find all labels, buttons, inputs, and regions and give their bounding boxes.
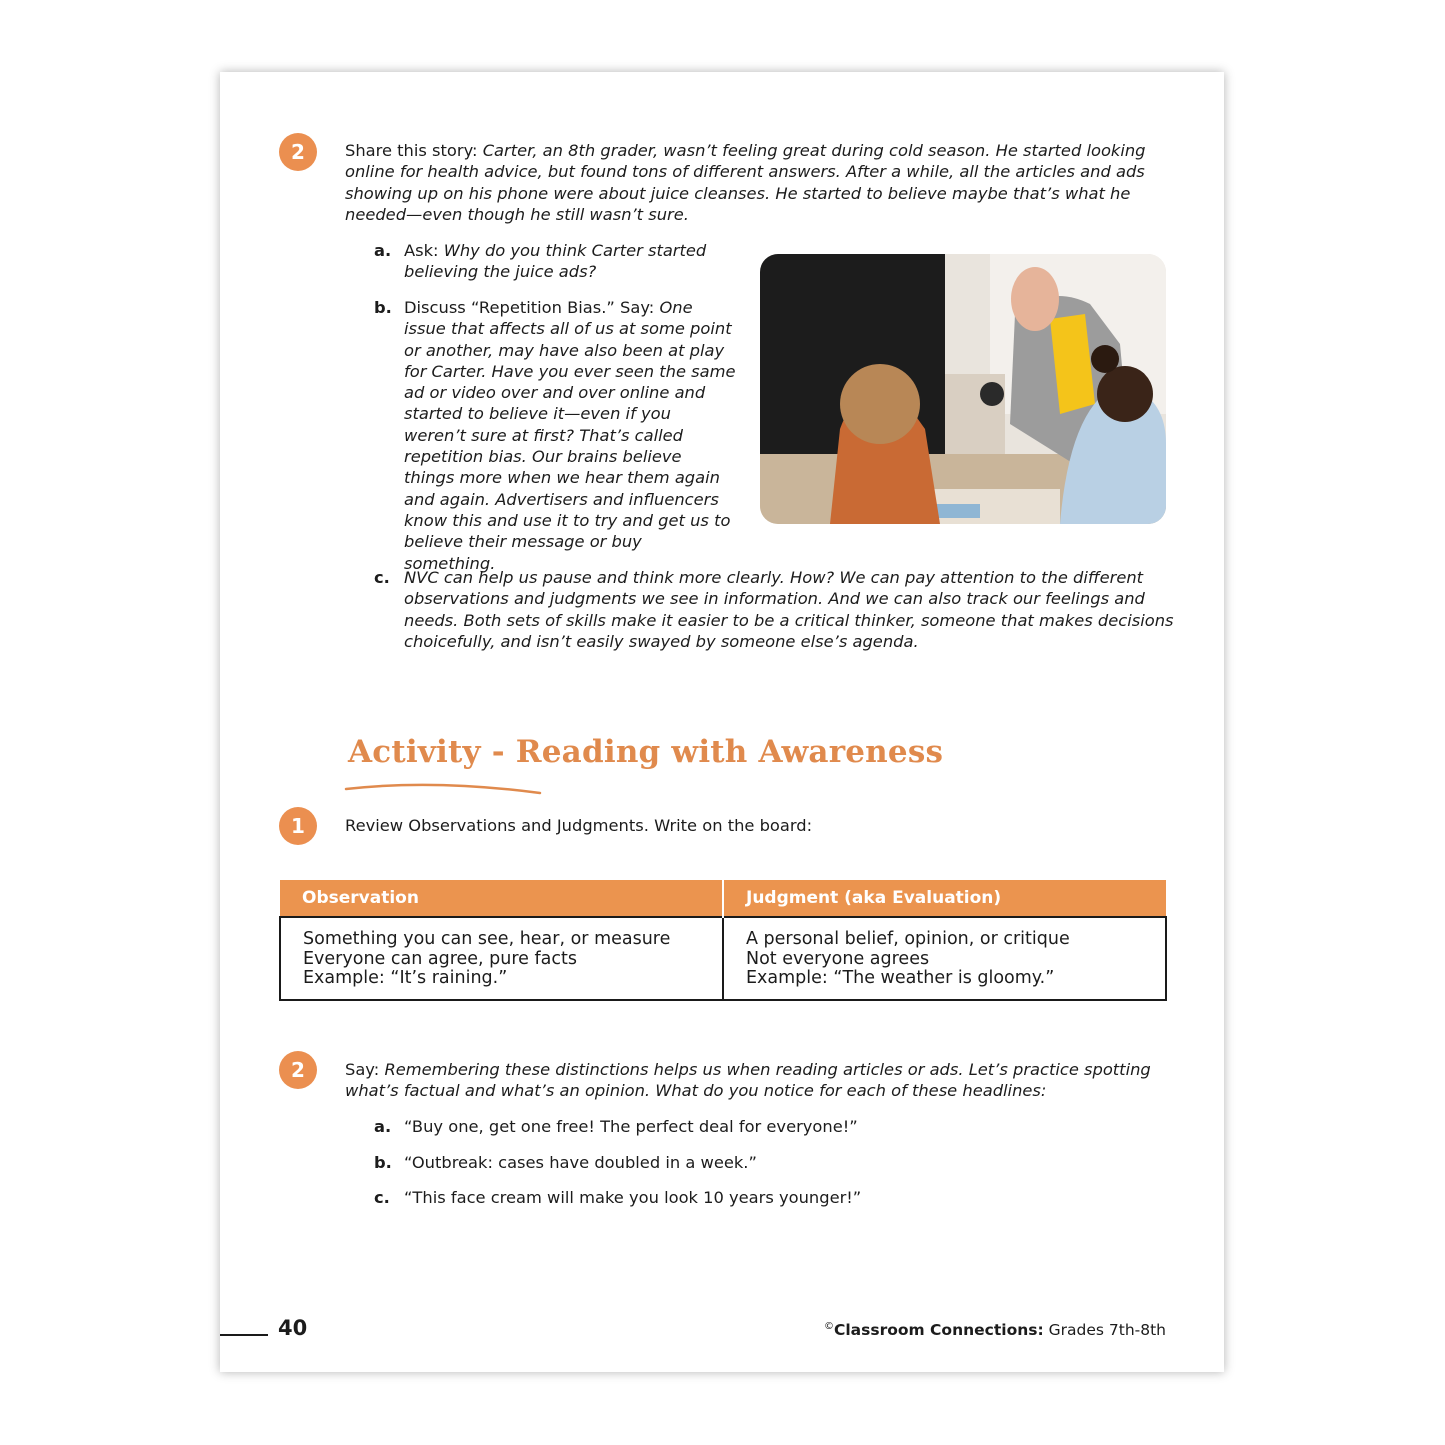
copyright-mark: © [823, 1321, 834, 1332]
grade-range: Grades 7th-8th [1043, 1321, 1166, 1340]
page-number: 40 [278, 1316, 308, 1340]
list-item [404, 240, 734, 283]
list-letter: a. [374, 1117, 392, 1136]
headline-item: “Buy one, get one free! The perfect deal for everyone!” [404, 1117, 858, 1136]
step-number-badge: 1 [279, 807, 317, 845]
step-number-badge: 2 [279, 1051, 317, 1089]
item-text: Why do you think Carter started believing the juice ads? [404, 241, 707, 282]
step-number-badge: 2 [279, 133, 317, 171]
list-letter: c. [374, 568, 390, 587]
story-paragraph [345, 140, 1155, 225]
observation-judgment-table [279, 880, 1167, 1001]
table-cell [280, 917, 723, 1000]
cell-line: Not everyone agrees [746, 948, 930, 969]
cell-line: Everyone can agree, pure facts [303, 948, 577, 969]
step-lead: Say: [345, 1060, 385, 1079]
table-header: Observation [280, 880, 723, 917]
step-text: Review Observations and Judgments. Write on the board: [345, 816, 813, 835]
story-text: Carter, an 8th grader, wasn’t feeling great during cold season. He started looking online for health advice, but found tons of different answers. After a while, all the articles and ads showing up on his phone were about juice cleanses. He started to believe maybe that’s what he needed—even though he still wasn’t sure. [345, 141, 1146, 224]
list-item: NVC can help us pause and think more clearly. How? We can pay attention to the different observations and judgments we see in information. And we can also track our feelings and needs. Both sets of skills make it easier to be a critical thinker, someone that makes decisions choicefully, and isn’t easily swayed by someone else’s agenda. [404, 568, 1174, 651]
list-item [404, 297, 736, 574]
table-cell [723, 917, 1166, 1000]
cell-line: Example: “It’s raining.” [303, 968, 508, 988]
headline-item: “Outbreak: cases have doubled in a week.” [404, 1153, 757, 1172]
step-text [345, 1059, 1155, 1102]
cell-line: Something you can see, hear, or measure [303, 929, 671, 949]
classroom-photo [760, 254, 1166, 524]
activity-heading: Activity - Reading with Awareness [348, 734, 944, 770]
cell-line: Example: “The weather is gloomy.” [746, 968, 1055, 988]
cell-line: A personal belief, opinion, or critique [746, 929, 1070, 949]
footer-credit [824, 1321, 1166, 1339]
list-letter: b. [374, 1153, 392, 1172]
item-lead: Ask: [404, 241, 444, 260]
item-lead: Discuss “Repetition Bias.” Say: [404, 298, 660, 317]
table-header: Judgment (aka Evaluation) [723, 880, 1166, 917]
document-page [220, 72, 1224, 1372]
list-letter: a. [374, 241, 392, 260]
list-letter: c. [374, 1188, 390, 1207]
footer-rule [220, 1334, 268, 1336]
story-intro: Share this story: [345, 141, 483, 160]
step-body: Remembering these distinctions helps us when reading articles or ads. Let’s practice spotting what’s factual and what’s an opinion. What do you notice for each of these headlines: [345, 1060, 1151, 1101]
heading-underline-swoosh [344, 777, 544, 797]
item-text: One issue that affects all of us at some point or another, may have also been at play for Carter. Have you ever seen the same ad or video over and over online and started to believe it—even if you weren’t sure at first? That’s called repetition bias. Our brains believe things more when we hear them again and again. Advertisers and influencers know this and use it to try and get us to believe their message or buy something. [404, 298, 736, 573]
headline-item: “This face cream will make you look 10 years younger!” [404, 1188, 862, 1207]
table-row [280, 917, 1166, 1000]
series-name: Classroom Connections: [833, 1321, 1044, 1340]
list-letter: b. [374, 298, 392, 317]
